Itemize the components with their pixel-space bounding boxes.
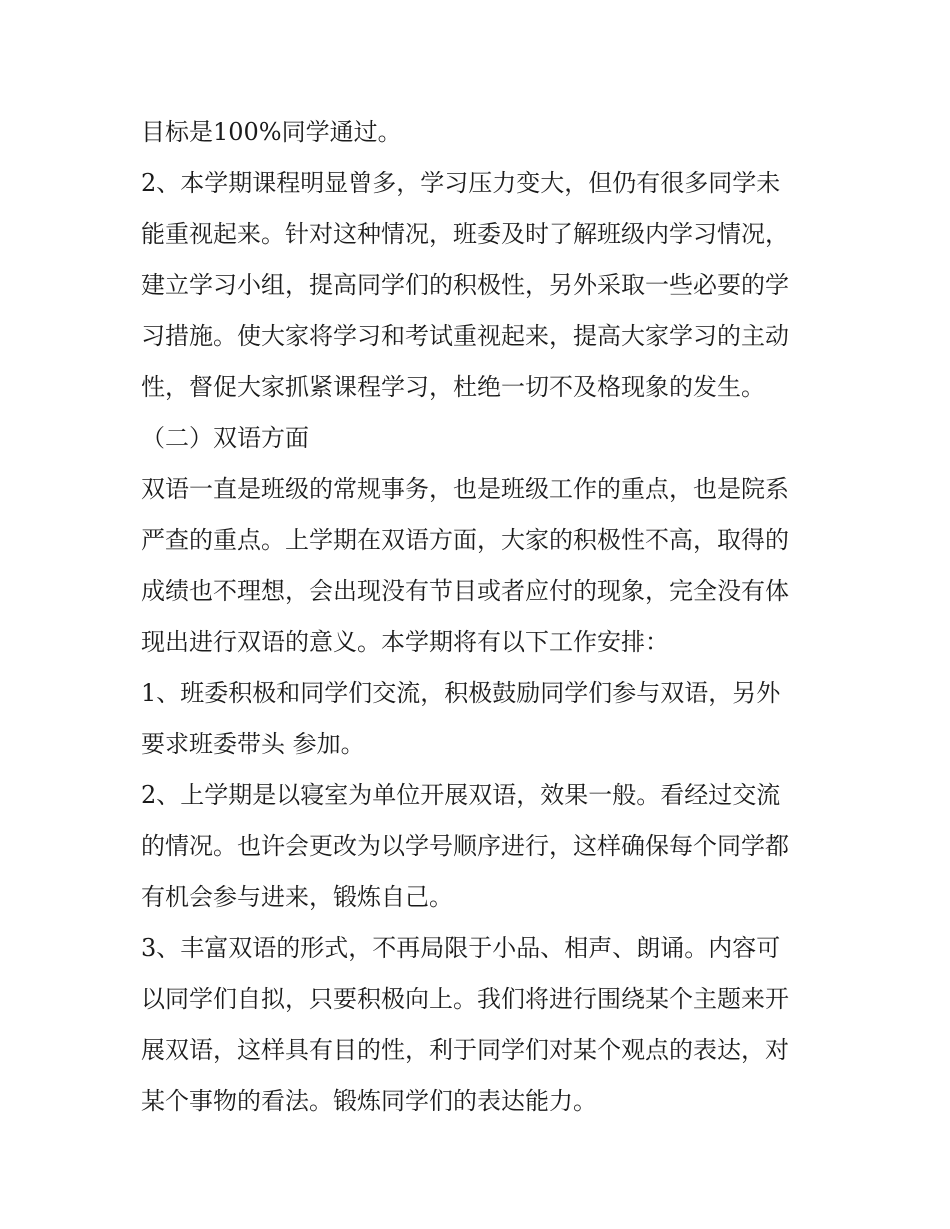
text-line: 能重视起来。针对这种情况，班委及时了解班级内学习情况， [141, 220, 789, 248]
text-line: 以同学们自拟，只要积极向上。我们将进行围绕某个主题来开 [141, 985, 789, 1013]
text-line: 某个事物的看法。锻炼同学们的表达能力。 [141, 1087, 597, 1115]
text-line: 建立学习小组，提高同学们的积极性，另外采取一些必要的学 [141, 271, 789, 299]
text-line: 严查的重点。上学期在双语方面，大家的积极性不高，取得的 [141, 526, 789, 554]
document-body [141, 107, 821, 1127]
text-line: 成绩也不理想，会出现没有节目或者应付的现象，完全没有体 [141, 577, 789, 605]
text-line: 展双语，这样具有目的性，利于同学们对某个观点的表达，对 [141, 1036, 789, 1064]
text-line: 有机会参与进来，锻炼自己。 [141, 883, 453, 911]
text-line: 现出进行双语的意义。本学期将有以下工作安排： [141, 628, 669, 656]
text-line: 性，督促大家抓紧课程学习，杜绝一切不及格现象的发生。 [141, 373, 765, 401]
text-line: 1、班委积极和同学们交流，积极鼓励同学们参与双语，另外 [141, 679, 781, 707]
text-line: 双语一直是班级的常规事务，也是班级工作的重点，也是院系 [141, 475, 789, 503]
text-line: 目标是100%同学通过。 [141, 118, 402, 146]
text-line: 要求班委带头 参加。 [141, 730, 365, 758]
text-line: 3、丰富双语的形式，不再局限于小品、相声、朗诵。内容可 [141, 934, 781, 962]
text-line: 习措施。使大家将学习和考试重视起来，提高大家学习的主动 [141, 322, 789, 350]
section-heading: （二）双语方面 [141, 424, 309, 452]
text-line: 2、上学期是以寝室为单位开展双语，效果一般。看经过交流 [141, 781, 781, 809]
text-line: 的情况。也许会更改为以学号顺序进行，这样确保每个同学都 [141, 832, 789, 860]
text-line: 2、本学期课程明显曾多，学习压力变大，但仍有很多同学未 [141, 169, 781, 197]
